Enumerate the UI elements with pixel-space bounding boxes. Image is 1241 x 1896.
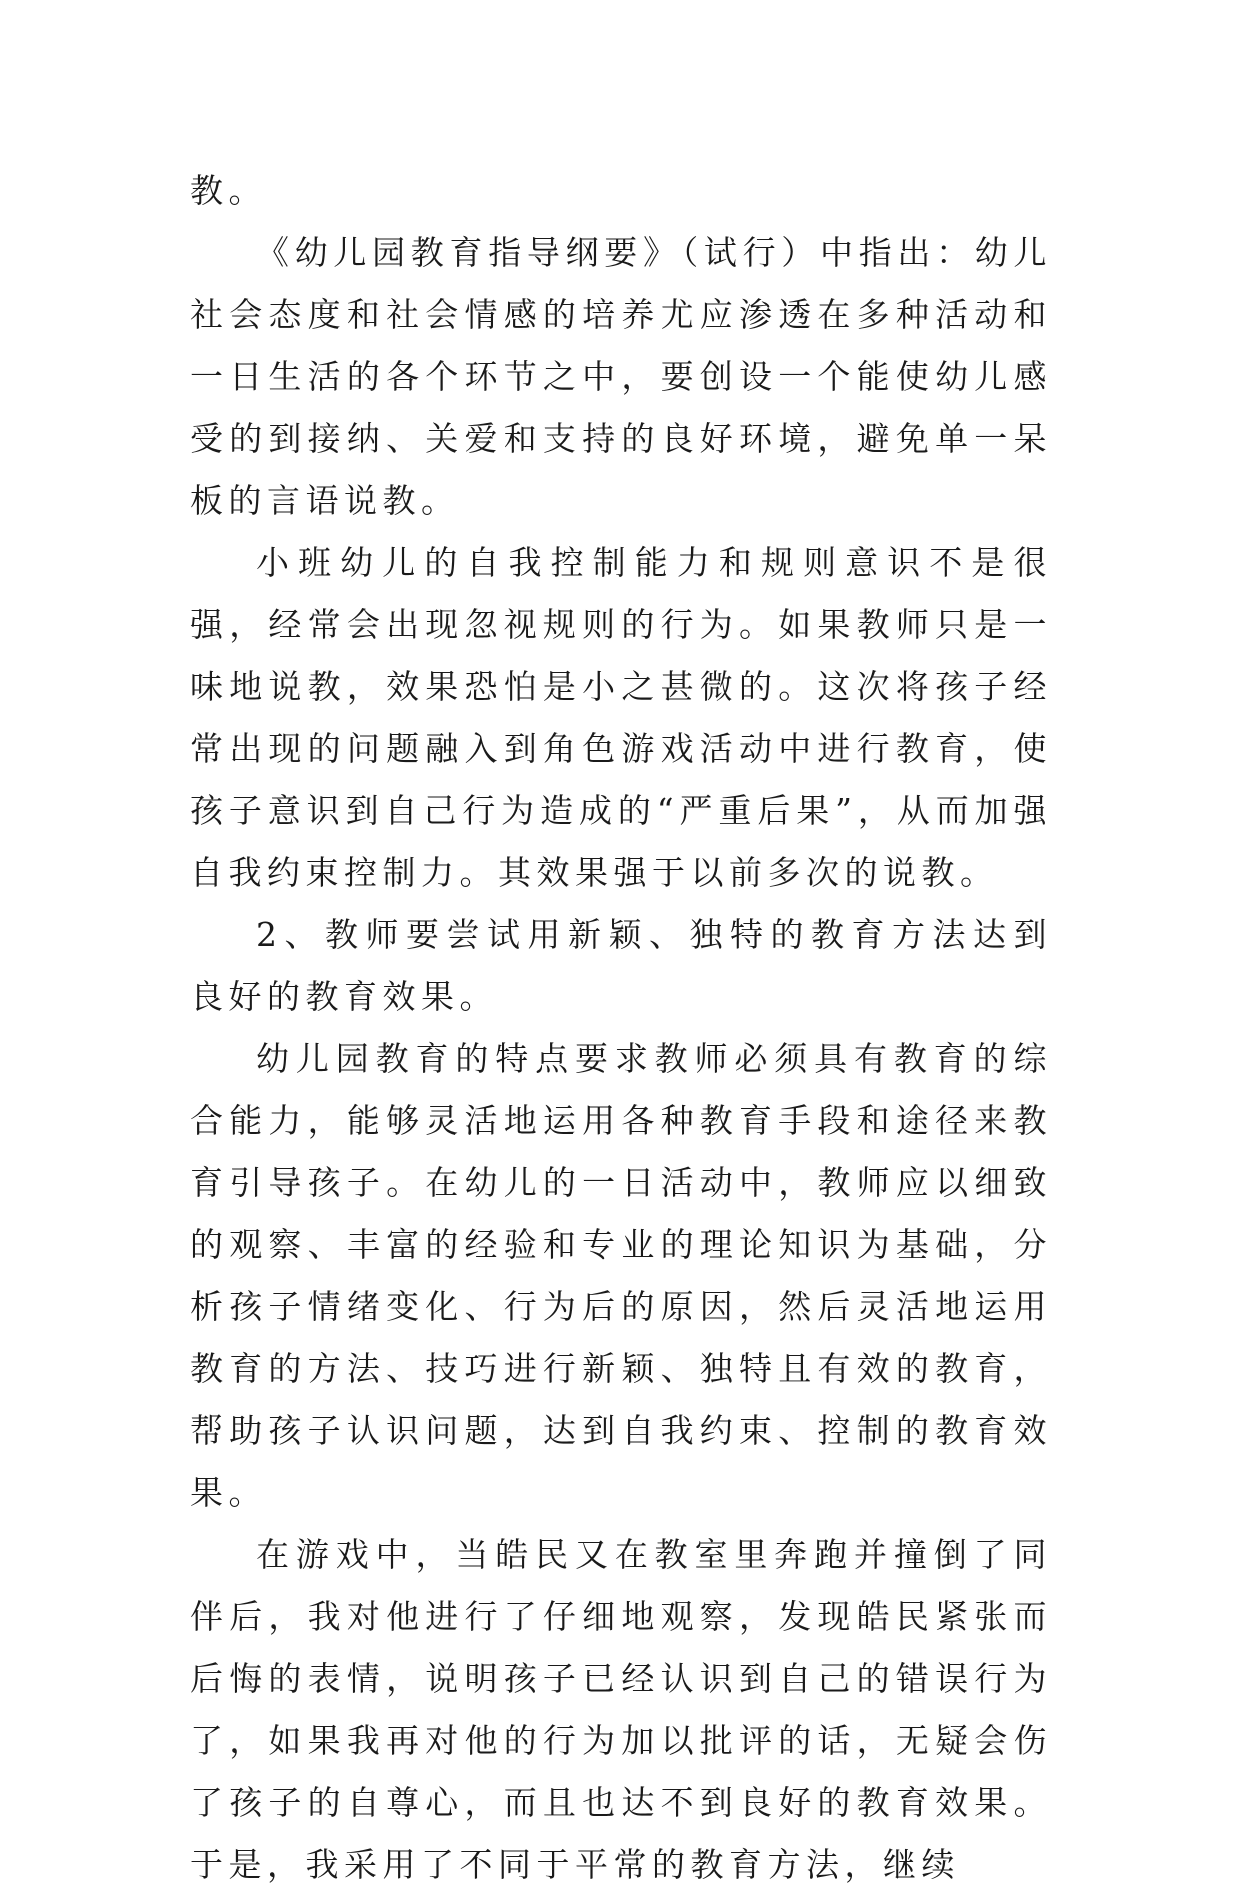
paragraph-kindergarten-education: 幼儿园教育的特点要求教师必须具有教育的综合能力，能够灵活地运用各种教育手段和途径来教育引导孩子。在幼儿的一日活动中，教师应以细致的观察、丰富的经验和专业的理论知识为基础，分析孩子情绪变化、行为后的原因，然后灵活地运用教育的方法、技巧进行新颖、独特且有效的教育，帮助孩子认识问题，达到自我约束、控制的教育效果。 — [190, 1039, 1052, 1512]
paragraph-heading-2: 2、教师要尝试用新颖、独特的教育方法达到良好的教育效果。 — [190, 915, 1052, 1016]
document-body — [190, 160, 1052, 1896]
paragraph-game-observation: 在游戏中，当皓民又在教室里奔跑并撞倒了同伴后，我对他进行了仔细地观察，发现皓民紧张而后悔的表情，说明孩子已经认识到自己的错误行为了，如果我再对他的行为加以批评的话，无疑会伤了孩子的自尊心，而且也达不到良好的教育效果。于是，我采用了不同于平常的教育方法，继续 — [190, 1535, 1052, 1884]
paragraph-small-class: 小班幼儿的自我控制能力和规则意识不是很强，经常会出现忽视规则的行为。如果教师只是一味地说教，效果恐怕是小之甚微的。这次将孩子经常出现的问题融入到角色游戏活动中进行教育，使孩子意识到自己行为造成的“严重后果”，从而加强自我约束控制力。其效果强于以前多次的说教。 — [190, 543, 1052, 892]
paragraph-continuation: 教。 — [190, 171, 267, 210]
paragraph-guideline-quote: 《幼儿园教育指导纲要》（试行）中指出：幼儿社会态度和社会情感的培养尤应渗透在多种活动和一日生活的各个环节之中，要创设一个能使幼儿感受的到接纳、关爱和支持的良好环境，避免单一呆板的言语说教。 — [190, 233, 1052, 520]
